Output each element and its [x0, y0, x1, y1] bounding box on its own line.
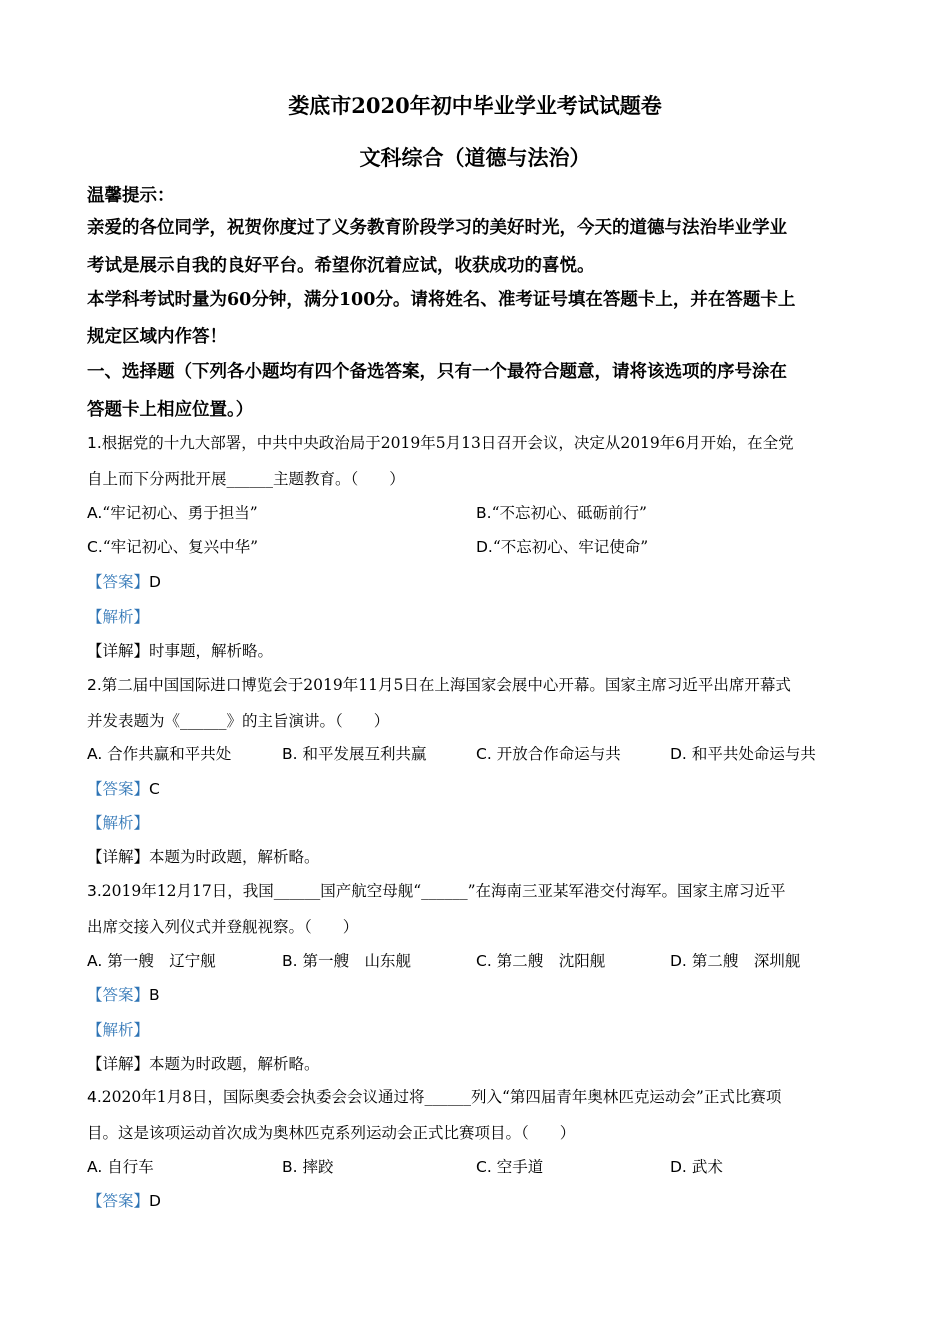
question-2-cont: 并发表题为《______》的主旨演讲。（ ） — [87, 712, 390, 730]
question-text: 根据党的十九大部署，中共中央政治局于2019年5月13日召开会议，决定从2019年6月开始，在全党 — [101, 434, 794, 452]
question-1-cont: 自上而下分两批开展______主题教育。（ ） — [87, 470, 405, 488]
notice-line: 亲爱的各位同学，祝贺你度过了义务教育阶段学习的美好时光，今天的道德与法治毕业学业 — [87, 218, 787, 238]
question-number: 3. — [87, 882, 102, 900]
answer-line — [87, 570, 161, 592]
notice-line: 考试是展示自我的良好平台。希望你沉着应试，收获成功的喜悦。 — [87, 256, 595, 276]
option-c: C.“牢记初心、复兴中华” — [87, 538, 259, 556]
question-text: 2019年12月17日，我国______国产航空母舰“______”在海南三亚某军港交付海军。国家主席习近平 — [101, 882, 786, 900]
detail-line: 【详解】本题为时政题，解析略。 — [87, 1055, 320, 1073]
answer-value: D — [149, 1192, 161, 1210]
answer-value: B — [149, 986, 160, 1004]
option-d: D. 第二艘 深圳舰 — [670, 952, 801, 970]
option-d: D. 和平共处命运与共 — [670, 745, 816, 763]
question-number: 2. — [87, 676, 102, 694]
option-c: C. 空手道 — [476, 1158, 544, 1176]
option-a: A. 合作共赢和平共处 — [87, 745, 232, 763]
analysis-tag: 【解析】 — [87, 608, 150, 626]
option-a: A.“牢记初心、勇于担当” — [87, 504, 258, 522]
section-heading: 答题卡上相应位置。） — [87, 400, 254, 420]
detail-line: 【详解】本题为时政题，解析略。 — [87, 848, 320, 866]
detail-line: 【详解】时事题，解析略。 — [87, 642, 274, 660]
analysis-tag: 【解析】 — [87, 814, 150, 832]
question-2 — [87, 673, 791, 695]
notice-line: 本学科考试时量为60分钟，满分100分。请将姓名、准考证号填在答题卡上，并在答题卡上 — [87, 290, 796, 310]
question-1 — [87, 431, 794, 453]
option-a: A. 自行车 — [87, 1158, 154, 1176]
option-b: B.“不忘初心、砥砺前行” — [476, 504, 647, 522]
notice-heading: 温馨提示： — [87, 186, 175, 206]
question-3 — [87, 879, 786, 901]
answer-value: D — [149, 573, 161, 591]
option-b: B. 和平发展互利共赢 — [282, 745, 427, 763]
detail-tag: 【详解】 — [87, 1055, 150, 1073]
answer-line — [87, 983, 160, 1005]
question-number: 1. — [87, 434, 102, 452]
answer-line — [87, 1189, 161, 1211]
answer-tag: 【答案】 — [87, 780, 150, 798]
option-a: A. 第一艘 辽宁舰 — [87, 952, 216, 970]
exam-subtitle: 文科综合（道德与法治） — [359, 145, 591, 170]
notice-line: 规定区域内作答！ — [87, 327, 227, 347]
detail-tag: 【详解】 — [87, 848, 150, 866]
exam-title: 娄底市2020年初中毕业学业考试试题卷 — [288, 93, 662, 118]
analysis-tag: 【解析】 — [87, 1021, 150, 1039]
answer-value: C — [149, 780, 160, 798]
detail-tag: 【详解】 — [87, 642, 150, 660]
option-c: C. 开放合作命运与共 — [476, 745, 621, 763]
option-d: D. 武术 — [670, 1158, 723, 1176]
section-heading: 一、选择题（下列各小题均有四个备选答案，只有一个最符合题意，请将该选项的序号涂在 — [87, 362, 787, 382]
question-text: 2020年1月8日，国际奥委会执委会会议通过将______列入“第四届青年奥林匹克运动会”正式比赛项 — [101, 1088, 782, 1106]
answer-tag: 【答案】 — [87, 573, 150, 591]
question-4-cont: 目。这是该项运动首次成为奥林匹克系列运动会正式比赛项目。（ ） — [87, 1124, 576, 1142]
option-b: B. 第一艘 山东舰 — [282, 952, 412, 970]
option-d: D.“不忘初心、牢记使命” — [476, 538, 649, 556]
answer-line — [87, 777, 160, 799]
option-c: C. 第二艘 沈阳舰 — [476, 952, 606, 970]
answer-tag: 【答案】 — [87, 986, 150, 1004]
question-number: 4. — [87, 1088, 102, 1106]
question-3-cont: 出席交接入列仪式并登舰视察。（ ） — [87, 918, 359, 936]
answer-tag: 【答案】 — [87, 1192, 150, 1210]
option-b: B. 摔跤 — [282, 1158, 334, 1176]
question-text: 第二届中国国际进口博览会于2019年11月5日在上海国家会展中心开幕。国家主席习近平出席开幕式 — [101, 676, 791, 694]
question-4 — [87, 1085, 781, 1107]
